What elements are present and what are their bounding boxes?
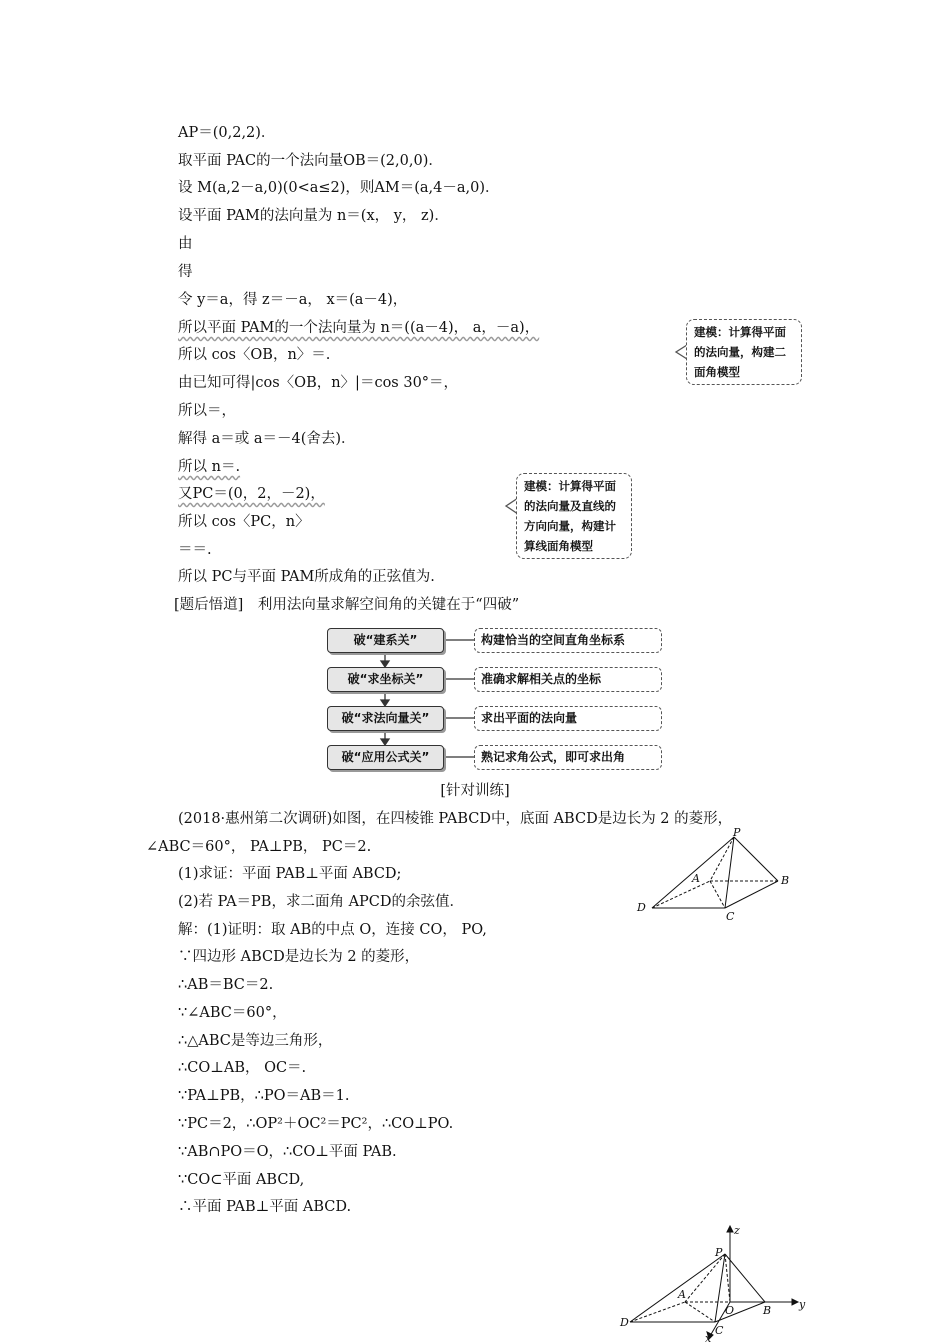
solution-line: 取平面 PAC的一个法向量OB＝(2,0,0)． [178, 153, 443, 169]
reflection-heading: [题后悟道] 利用法向量求解空间角的关键在于“四破” [174, 597, 520, 613]
solution-line: 得 [178, 264, 193, 280]
modeling-note-2: 建模：计算得平面 的法向量及直线的 方向向量，构建计 算线面角模型 [516, 473, 632, 559]
label-y: y [799, 1298, 806, 1311]
coordinate-pyramid-figure [615, 1222, 815, 1342]
solution-line: 解得 a＝或 a＝－4(舍去)． [178, 431, 356, 447]
solution-line: 由 [178, 236, 193, 252]
proof-line: ∴CO⊥AB， OC＝. [178, 1060, 307, 1076]
solution-line: 设 M(a,2－a,0)(0<a≤2)，则AM＝(a,4－a,0)． [178, 180, 500, 196]
label-d: D [637, 901, 646, 914]
label-p: P [733, 826, 741, 839]
flow-step-label: 破“应用公式关” [327, 745, 444, 770]
solution-line: 所以 PC与平面 PAM所成角的正弦值为. [178, 569, 435, 585]
pyramid-figure [630, 825, 800, 925]
proof-line: ∵CO⊂平面 ABCD, [178, 1172, 305, 1188]
solution-line: 所以 n＝. [178, 459, 241, 475]
solution-line: 所以平面 PAM的一个法向量为 n＝((a－4)， a，－a)， [178, 320, 540, 336]
label-c: C [715, 1324, 724, 1337]
label-a: A [678, 1288, 686, 1301]
solution-line: 设平面 PAM的法向量为 n＝(x， y， z)． [178, 208, 449, 224]
flow-step-desc: 准确求解相关点的坐标 [474, 667, 662, 692]
proof-line: ∵四边形 ABCD是边长为 2 的菱形， [178, 949, 420, 965]
label-d: D [620, 1316, 629, 1329]
flow-step-label: 破“求法向量关” [327, 706, 444, 731]
label-a: A [692, 872, 700, 885]
proof-line: 解：(1)证明：取 AB的中点 O，连接 CO， PO, [178, 922, 487, 938]
label-z: z [734, 1224, 740, 1237]
solution-line: 令 y＝a，得 z＝－a， x＝(a－4)， [178, 292, 408, 308]
flow-step-desc: 熟记求角公式，即可求出角 [474, 745, 662, 770]
flow-step-desc: 求出平面的法向量 [474, 706, 662, 731]
solution-line: 所以 cos〈PC，n〉 [178, 514, 310, 530]
label-o: O [725, 1304, 735, 1317]
training-heading: [针对训练] [440, 783, 510, 799]
problem-stem: (2018·惠州第二次调研)如图，在四棱锥 PABCD中，底面 ABCD是边长为 2 的菱形， [178, 811, 733, 827]
label-b: B [763, 1304, 772, 1317]
problem-stem: ∠ABC＝60°， PA⊥PB， PC＝2. [146, 839, 372, 855]
modeling-note-1: 建模：计算得平面 的法向量，构建二 面角模型 [686, 319, 802, 385]
proof-line: ∵PC＝2，∴OP²＋OC²＝PC²，∴CO⊥PO. [178, 1116, 454, 1132]
label-p: P [715, 1246, 723, 1259]
question-2: (2)若 PA＝PB，求二面角 APCD的余弦值． [178, 894, 465, 910]
proof-line: ∴AB＝BC＝2. [178, 977, 274, 993]
question-1: (1)求证：平面 PAB⊥平面 ABCD; [178, 866, 402, 882]
flow-step-label: 破“建系关” [327, 628, 444, 653]
solution-line: 所以 cos〈OB，n〉＝. [178, 347, 331, 363]
label-x: x [705, 1332, 712, 1342]
solution-line: 又PC＝(0，2，－2)， [178, 486, 325, 502]
solution-line: AP＝(0,2,2)． [178, 125, 276, 141]
proof-line: ∴平面 PAB⊥平面 ABCD. [178, 1199, 352, 1215]
solution-line: ＝＝. [178, 542, 212, 558]
solution-line: 由已知可得|cos〈OB，n〉|＝cos 30°＝， [178, 375, 459, 391]
flow-step-label: 破“求坐标关” [327, 667, 444, 692]
proof-line: ∴△ABC是等边三角形， [178, 1033, 333, 1049]
flow-step-desc: 构建恰当的空间直角坐标系 [474, 628, 662, 653]
label-c: C [726, 910, 735, 923]
label-b: B [781, 874, 790, 887]
solution-line: 所以＝， [178, 403, 236, 419]
proof-line: ∵AB∩PO＝O，∴CO⊥平面 PAB. [178, 1144, 397, 1160]
proof-line: ∵∠ABC＝60°， [178, 1005, 287, 1021]
proof-line: ∵PA⊥PB，∴PO＝AB＝1. [178, 1088, 350, 1104]
